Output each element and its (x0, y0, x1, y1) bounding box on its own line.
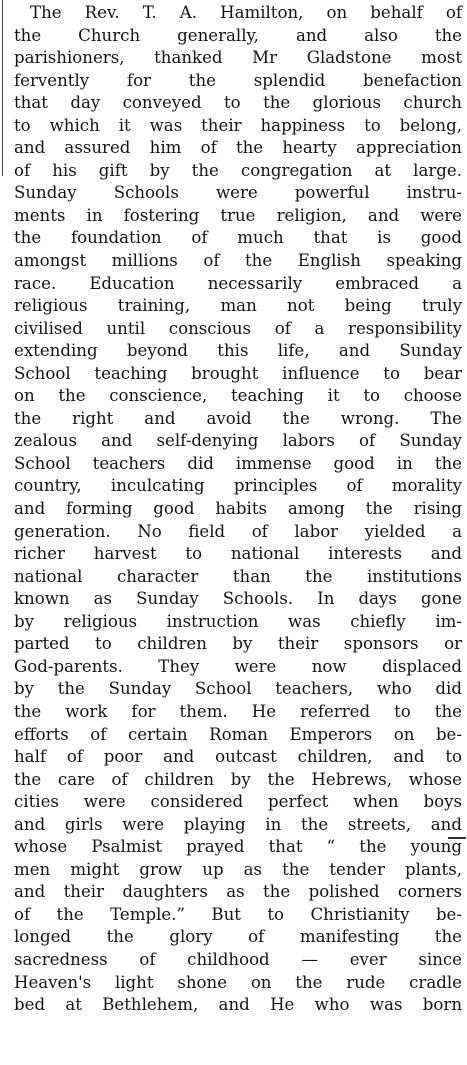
text-line: and girls were playing in the streets, and (14, 814, 462, 834)
text-line: the Church generally, and also the (14, 25, 462, 45)
text-line: the care of children by the Hebrews, whose (14, 769, 462, 789)
text-line: to which it was their happiness to belong, (14, 115, 462, 135)
text-line: generation. No field of labor yielded a (14, 521, 462, 541)
text-line: religious training, man not being truly (14, 296, 462, 316)
text-line: and their daughters as the polished corners (14, 882, 462, 902)
text-line: amongst millions of the English speaking (14, 251, 462, 271)
text-line: men might grow up as the tender plants, (14, 859, 462, 879)
text-line: race. Education necessarily embraced a (14, 273, 462, 293)
text-line: known as Sunday Schools. In days gone (14, 589, 462, 609)
text-line: God-parents. They were now displaced (14, 656, 462, 676)
text-line: cities were considered perfect when boys (14, 792, 462, 812)
text-line: richer harvest to national interests and (14, 544, 462, 564)
text-line: bed at Bethlehem, and He who was born (14, 995, 462, 1015)
text-line: parted to children by their sponsors or (14, 634, 462, 654)
text-line: School teaching brought influence to bear (14, 363, 462, 383)
text-line: of the Temple.” But to Christianity be- (14, 904, 462, 924)
text-line: ments in fostering true religion, and were (14, 205, 462, 225)
text-line: the work for them. He referred to the (14, 701, 462, 721)
text-line: national character than the institutions (14, 566, 462, 586)
text-line: by religious instruction was chiefly im- (14, 611, 462, 631)
text-line: extending beyond this life, and Sunday (14, 341, 462, 361)
text-line: efforts of certain Roman Emperors on be- (14, 724, 462, 744)
text-line: the foundation of much that is good (14, 228, 462, 248)
text-line: whose Psalmist prayed that “ the young (14, 837, 462, 857)
text-line: country, inculcating principles of morality (14, 476, 462, 496)
text-line: half of poor and outcast children, and to (14, 747, 462, 767)
text-line: School teachers did immense good in the (14, 453, 462, 473)
text-line: longed the glory of manifesting the (14, 927, 462, 947)
text-line: sacredness of childhood — ever since (14, 949, 462, 969)
article-text (14, 2, 462, 1017)
text-line: and assured him of the hearty appreciation (14, 138, 462, 158)
text-line: on the conscience, teaching it to choose (14, 386, 462, 406)
column-rule (2, 0, 3, 176)
text-line: Heaven's light shone on the rude cradle (14, 972, 462, 992)
text-line: that day conveyed to the glorious church (14, 93, 462, 113)
text-line: and forming good habits among the rising (14, 499, 462, 519)
text-line: civilised until conscious of a responsibility (14, 318, 462, 338)
text-line: zealous and self-denying labors of Sunday (14, 431, 462, 451)
text-line: by the Sunday School teachers, who did (14, 679, 462, 699)
text-line: of his gift by the congregation at large. (14, 160, 462, 180)
text-line: parishioners, thanked Mr Gladstone most (14, 48, 462, 68)
text-line: the right and avoid the wrong. The (14, 408, 462, 428)
text-line: fervently for the splendid benefaction (14, 70, 462, 90)
text-line: The Rev. T. A. Hamilton, on behalf of (30, 3, 462, 22)
text-line: Sunday Schools were powerful instru- (14, 183, 462, 203)
